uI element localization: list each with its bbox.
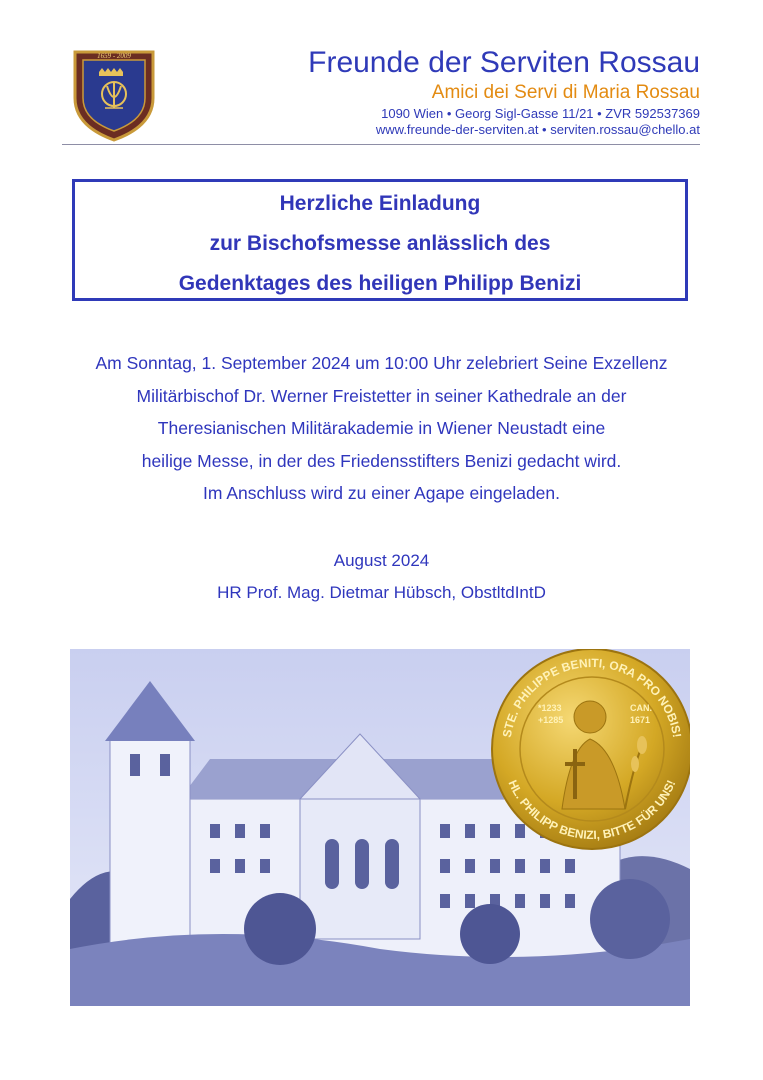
medal-birth-date: *1233 [538,703,562,713]
header-divider [62,144,700,145]
organization-subtitle: Amici dei Servi di Maria Rossau [431,82,700,103]
invitation-body [60,347,703,510]
body-line: Militärbischof Dr. Werner Freistetter in seiner Kathedrale an der [136,385,627,406]
organization-title: Freunde der Serviten Rossau [308,46,700,79]
letter-date: August 2024 [333,551,430,570]
logo-years: 1659 - 2009 [97,52,131,60]
servite-crest-logo [69,46,159,142]
medal-canon-year: 1671 [630,715,651,725]
castle-photo [70,649,690,1006]
invitation-box [72,179,688,301]
invitation-line: Herzliche Einladung [279,192,481,215]
medal-canon-label: CAN. [630,703,652,713]
medal-bottom-inscription: HL. PHILIPP BENIZI, BITTE FÜR UNS! [505,777,679,843]
invitation-line: zur Bischofsmesse anlässlich des [209,232,551,255]
organization-web-email: www.freunde-der-serviten.at • serviten.rossau@chello.at [375,122,700,137]
body-line: Theresianischen Militärakademie in Wiener Neustadt eine [157,418,606,438]
signature: HR Prof. Mag. Dietmar Hübsch, ObstltdIntD [217,583,546,602]
body-line: Im Anschluss wird zu einer Agape eingeladen. [202,483,561,503]
body-line: heilige Messe, in der des Friedensstifters Benizi gedacht wird. [141,450,622,471]
body-line: Am Sonntag, 1. September 2024 um 10:00 Uhr zelebriert Seine Exzellenz [95,353,668,373]
medal-death-date: +1285 [538,715,564,725]
medal-top-inscription: STE. PHILIPPE BENITI, ORA PRO NOBIS! [499,655,685,739]
invitation-line: Gedenktages des heiligen Philipp Benizi [178,272,582,295]
gold-medal-saint [492,649,690,849]
organization-address: 1090 Wien • Georg Sigl-Gasse 11/21 • ZVR 592537369 [381,106,700,121]
